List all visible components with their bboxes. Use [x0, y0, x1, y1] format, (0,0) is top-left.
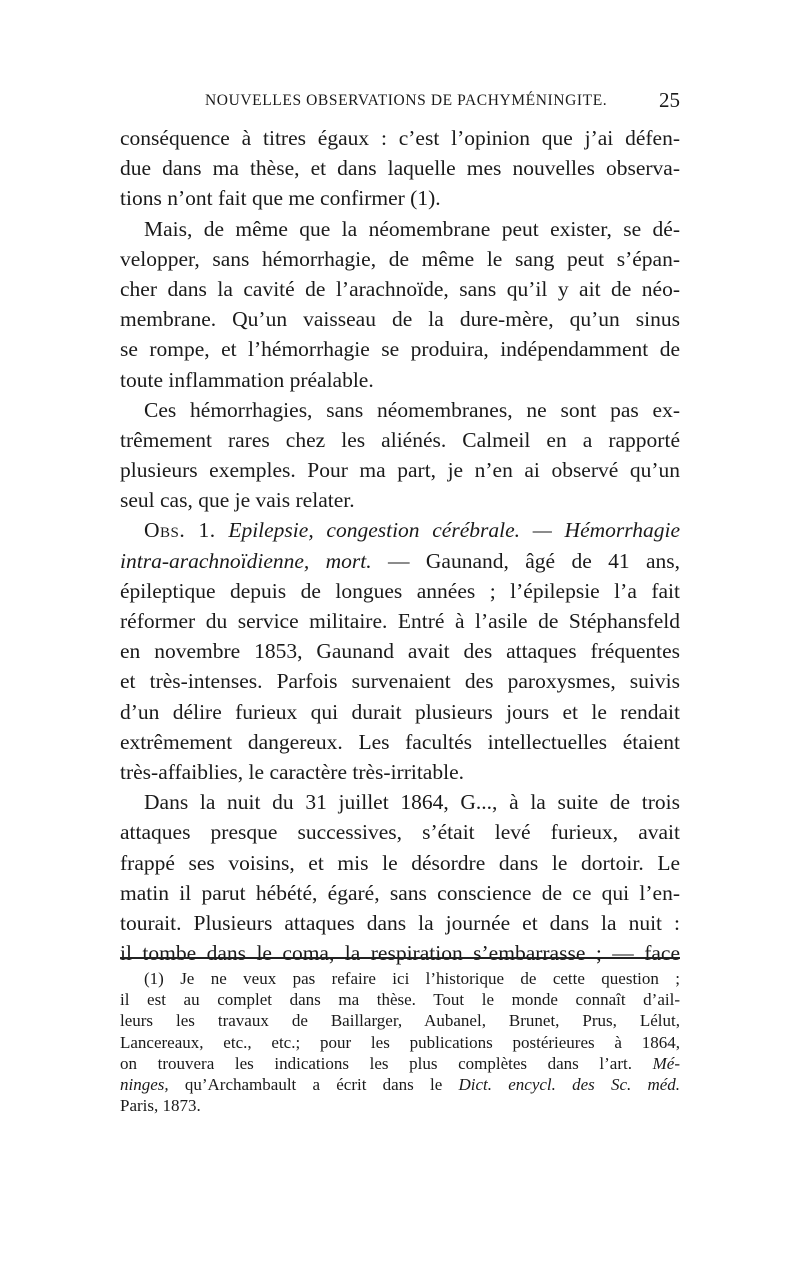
text-line: réformer du service militaire. Entré à l’asile de Stéphansfeld: [120, 609, 680, 633]
page-header: [120, 88, 680, 116]
text-line: toute inflammation préalable.: [120, 367, 374, 392]
footnote-line: il est au complet dans ma thèse. Tout le monde connaît d’ail-: [120, 990, 680, 1010]
text-line: très-affaiblies, le caractère très-irritable.: [120, 759, 464, 784]
footnote-line: Paris, 1873.: [120, 1096, 201, 1116]
text-span: qu’Archambault a écrit dans le: [184, 1074, 443, 1094]
text-line: Ces hémorrhagies, sans néomembranes, ne sont pas ex-: [144, 397, 680, 422]
text-line: frappé ses voisins, et mis le désordre dans le dortoir. Le: [120, 850, 680, 875]
article-title-cont: ninges,: [120, 1074, 169, 1094]
observation-title: Epilepsie, congestion cérébrale. — Hémorrhagie: [228, 518, 681, 543]
text-line: velopper, sans hémorrhagie, de même le sang peut s’épan-: [120, 246, 680, 271]
text-line: et très-intenses. Parfois survenaient des paroxysmes, suivis: [120, 669, 680, 694]
footnote-line: [120, 1074, 680, 1095]
footnote-line: Lancereaux, etc., etc.; pour les publications postérieures à 1864,: [120, 1032, 680, 1052]
text-line: tions n’ont fait que me confirmer (1).: [120, 186, 441, 211]
text-line: extrêmement dangereux. Les facultés intellectuelles étaient: [120, 729, 680, 754]
text-line: Mais, de même que la néomembrane peut exister, se dé-: [144, 216, 680, 241]
running-title: NOUVELLES OBSERVATIONS DE PACHYMÉNINGITE.: [205, 92, 608, 109]
text-line: tourait. Plusieurs attaques dans la journée et dans la nuit :: [120, 910, 680, 935]
observation-title-cont: intra-arachnoïdienne, mort.: [120, 548, 372, 573]
text-line: cher dans la cavité de l’arachnoïde, sans qu’il y ait de néo-: [120, 276, 680, 301]
footnote-line: leurs les travaux de Baillarger, Aubanel, Brunet, Prus, Lélut,: [120, 1011, 680, 1031]
text-line: épileptique depuis de longues années ; l’épilepsie l’a fait: [120, 578, 680, 603]
article-title: Mé-: [652, 1053, 680, 1073]
dictionary-title: Dict. encycl. des Sc. méd.: [458, 1074, 681, 1094]
text-line: en novembre 1853, Gaunand avait des attaques fréquentes: [120, 639, 680, 664]
observation-label: Obs. 1.: [144, 518, 216, 543]
text-span: on trouvera les indications les plus complètes dans l’art.: [120, 1053, 632, 1073]
observation-heading-line: [120, 515, 680, 545]
footnote-line: (1) Je ne veux pas refaire ici l’historique de cette question ;: [144, 969, 680, 988]
text-line: matin il parut hébété, égaré, sans conscience de ce qui l’en-: [120, 880, 680, 905]
text-line: seul cas, que je vais relater.: [120, 488, 355, 513]
footnote: [120, 968, 680, 1116]
footnote-divider: [120, 957, 680, 959]
text-line: Dans la nuit du 31 juillet 1864, G..., à la suite de trois: [144, 790, 680, 815]
footnote-line: [120, 1053, 680, 1074]
text-line: conséquence à titres égaux : c’est l’opinion que j’ai défen-: [120, 126, 680, 150]
text-line: due dans ma thèse, et dans laquelle mes nouvelles observa-: [120, 156, 680, 181]
text-line: d’un délire furieux qui durait plusieurs jours et le rendait: [120, 699, 680, 724]
text-line: [120, 546, 680, 576]
text-line: attaques presque successives, s’était levé furieux, avait: [120, 820, 680, 845]
text-span: — Gaunand, âgé de 41 ans,: [388, 548, 681, 573]
text-line: il tombe dans le coma, la respiration s’embarrasse ; — face: [120, 941, 680, 966]
text-line: se rompe, et l’hémorrhagie se produira, indépendamment de: [120, 337, 680, 362]
text-line: trêmement rares chez les aliénés. Calmeil en a rapporté: [120, 427, 680, 452]
text-line: membrane. Qu’un vaisseau de la dure-mère, qu’un sinus: [120, 307, 680, 332]
main-text: [120, 123, 680, 968]
text-line: plusieurs exemples. Pour ma part, je n’en ai observé qu’un: [120, 458, 680, 483]
page-number: 25: [659, 88, 680, 112]
